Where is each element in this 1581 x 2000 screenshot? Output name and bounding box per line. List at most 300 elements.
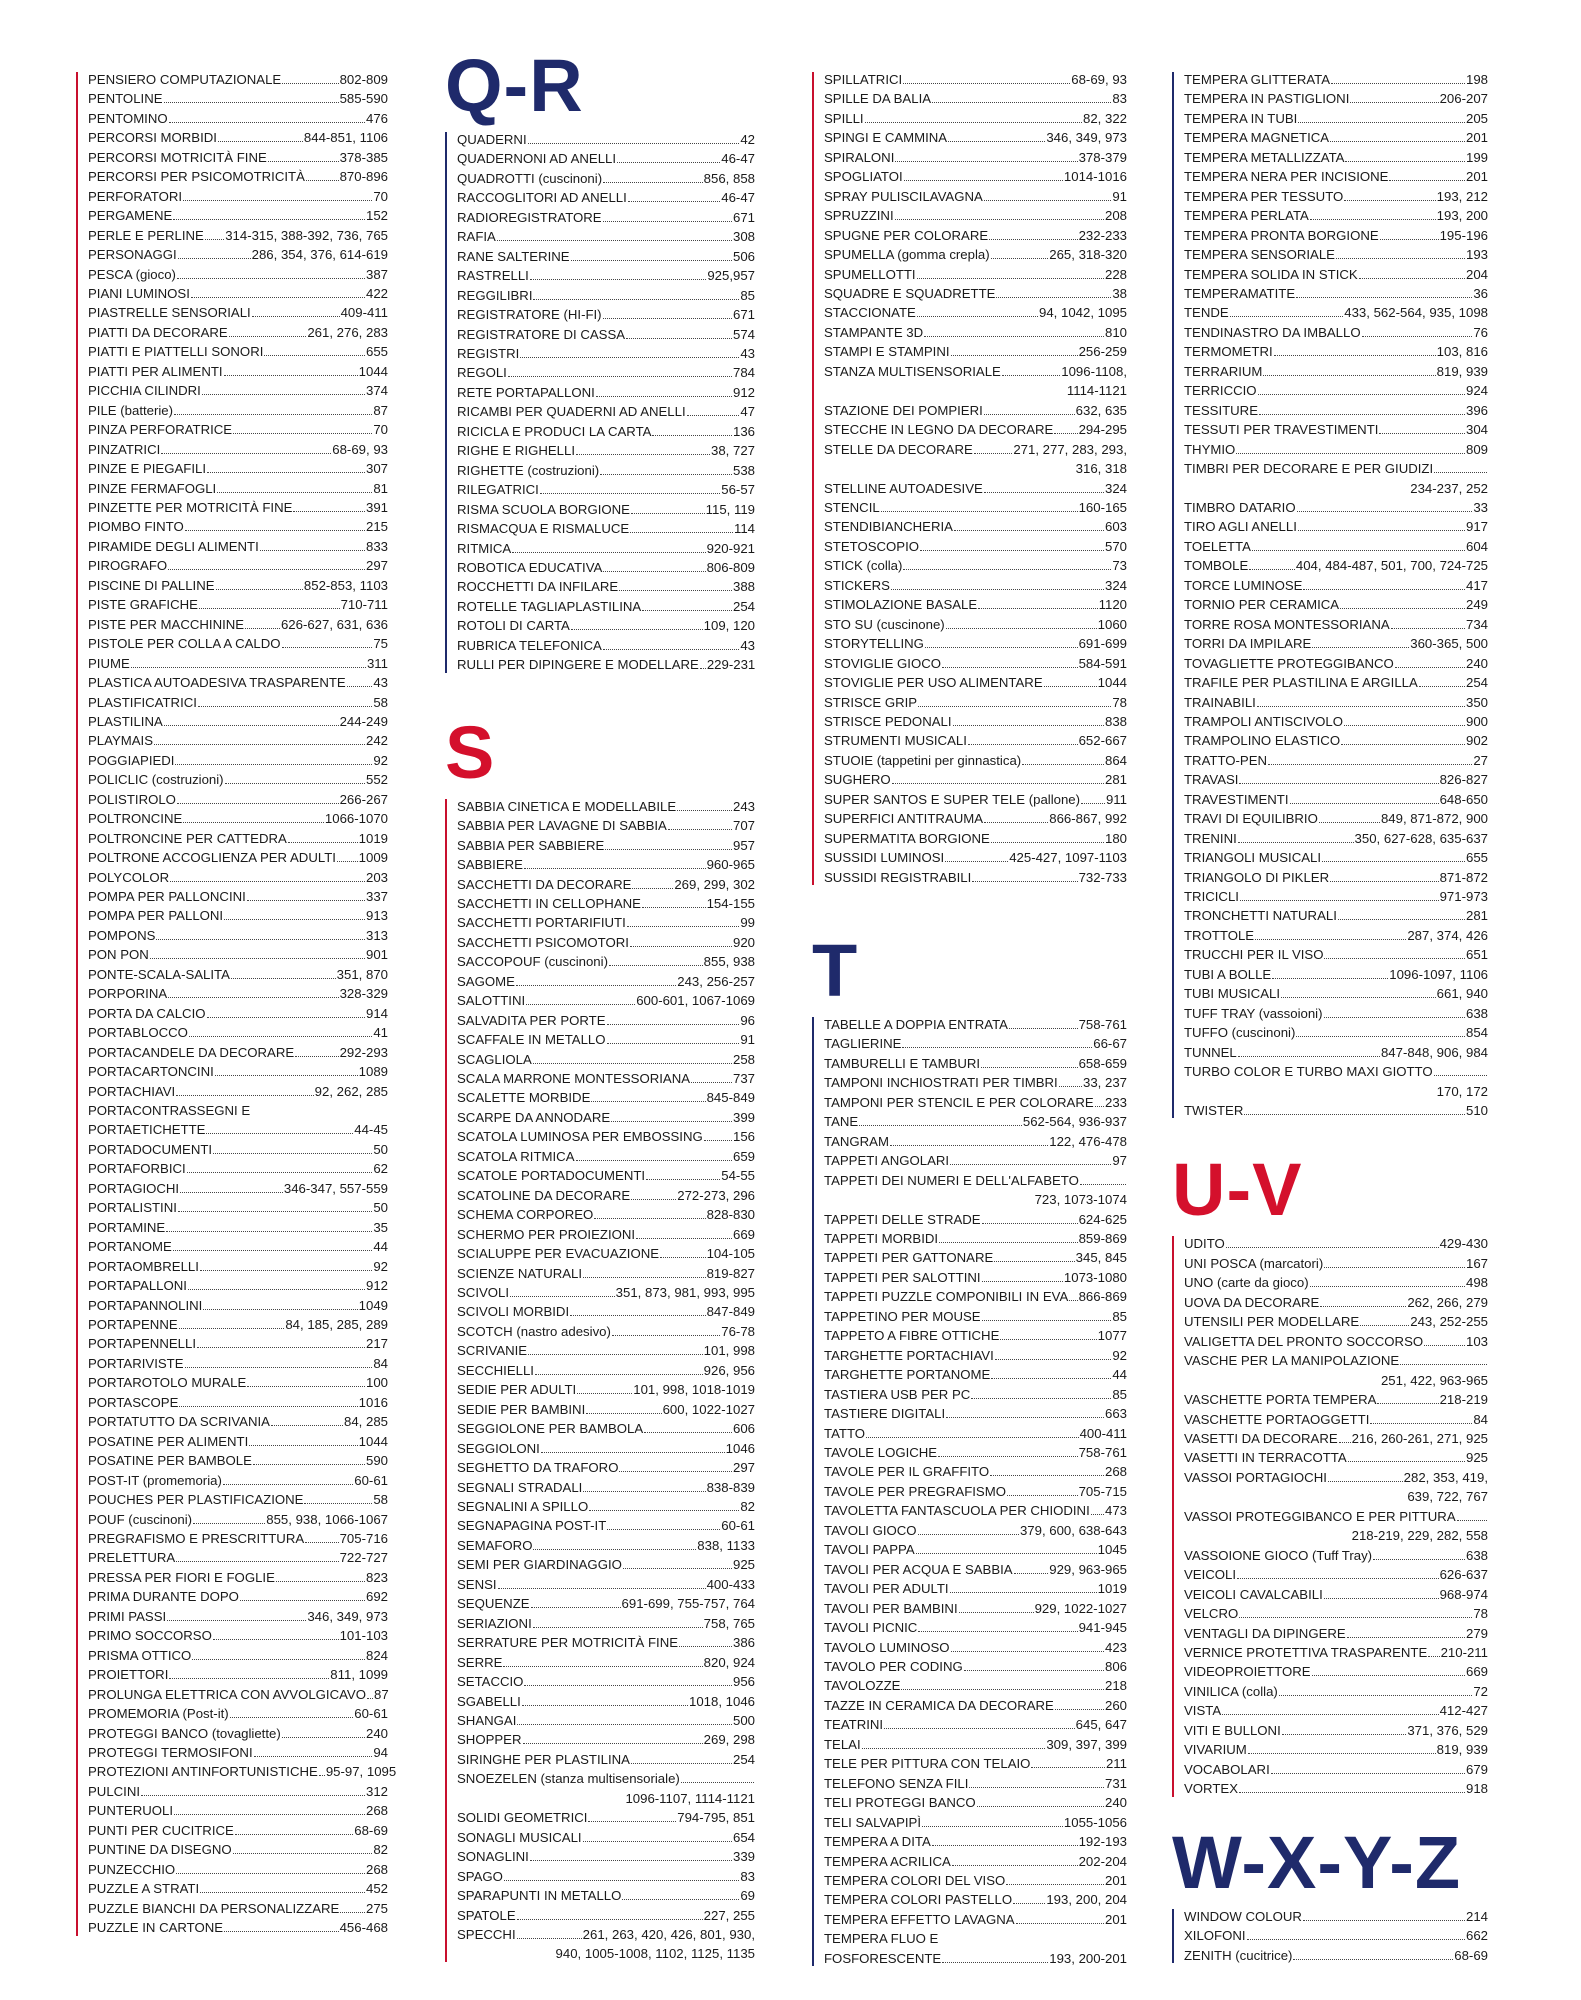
entry-pages: 652-667 bbox=[1078, 733, 1127, 749]
index-entry bbox=[1184, 1273, 1488, 1292]
entry-pages: 584-591 bbox=[1078, 655, 1127, 671]
entry-term: PORTAFORBICI bbox=[88, 1161, 186, 1177]
dot-leader bbox=[175, 763, 372, 765]
entry-term: VELCRO bbox=[1184, 1606, 1239, 1622]
entry-pages-continued: 940, 1005-1008, 1102, 1125, 1135 bbox=[555, 1946, 755, 1962]
entry-pages: 423 bbox=[1104, 1639, 1127, 1655]
index-entry bbox=[824, 226, 1127, 245]
entry-pages: 115, 119 bbox=[705, 501, 755, 517]
dot-leader bbox=[1222, 1713, 1438, 1715]
index-entry bbox=[457, 1244, 755, 1263]
index-entry bbox=[824, 1229, 1127, 1248]
entry-term: TIMBRO DATARIO bbox=[1184, 499, 1296, 515]
entry-term: RADIOREGISTRATORE bbox=[457, 209, 602, 225]
index-entry bbox=[824, 1638, 1127, 1657]
entry-pages: 350, 627-628, 635-637 bbox=[1354, 830, 1488, 846]
entry-term: TAPPETI PUZZLE COMPONIBILI IN EVA bbox=[824, 1289, 1069, 1305]
entry-pages: 645, 647 bbox=[1075, 1717, 1127, 1733]
entry-term: TAVOLI PER ADULTI bbox=[824, 1581, 949, 1597]
index-entry bbox=[88, 187, 388, 206]
entry-pages: 388 bbox=[732, 579, 755, 595]
dot-leader bbox=[185, 1366, 373, 1368]
entry-pages: 626-627, 631, 636 bbox=[280, 616, 388, 632]
dot-leader bbox=[1022, 763, 1104, 765]
index-entry bbox=[824, 206, 1127, 225]
dot-leader bbox=[1322, 860, 1465, 862]
index-entry bbox=[457, 286, 755, 305]
entry-pages: 262, 266, 279 bbox=[1407, 1294, 1488, 1310]
entry-pages: 193, 212 bbox=[1436, 188, 1488, 204]
dot-leader bbox=[952, 1864, 1078, 1866]
entry-term: PORTA DA CALCIO bbox=[88, 1005, 206, 1021]
index-entry bbox=[457, 636, 755, 655]
index-entry bbox=[824, 1287, 1127, 1306]
dot-leader bbox=[622, 1898, 739, 1900]
index-entry bbox=[1184, 1721, 1488, 1740]
entry-pages: 46-47 bbox=[721, 190, 755, 206]
entry-term: TAPPETI PER SALOTTINI bbox=[824, 1269, 981, 1285]
dot-leader bbox=[169, 121, 365, 123]
entry-term: RISMA SCUOLA BORGIONE bbox=[457, 501, 630, 517]
index-entry bbox=[88, 634, 388, 653]
index-entry bbox=[88, 1354, 388, 1373]
entry-term: REGISTRATORE DI CASSA bbox=[457, 326, 626, 342]
entry-term: TAPPETI PER GATTONARE bbox=[824, 1250, 994, 1266]
entry-term: STENCIL bbox=[824, 499, 880, 515]
index-entry bbox=[824, 1404, 1127, 1423]
dot-leader bbox=[306, 179, 339, 181]
entry-term: TELE PER PITTURA CON TELAIO bbox=[824, 1756, 1031, 1772]
entry-term: TELAI bbox=[824, 1736, 861, 1752]
entry-term: SEGNAPAGINA POST-IT bbox=[457, 1518, 607, 1534]
index-entry bbox=[88, 1860, 388, 1879]
index-entry bbox=[1184, 265, 1488, 284]
entry-pages: 68-69, 93 bbox=[332, 441, 388, 457]
dot-leader bbox=[950, 1163, 1111, 1165]
index-entry bbox=[1184, 1293, 1488, 1312]
entry-term: TRICICLI bbox=[1184, 889, 1239, 905]
index-entry bbox=[457, 836, 755, 855]
entry-term: VASETTI DA DECORARE bbox=[1184, 1431, 1338, 1446]
entry-pages: 85 bbox=[740, 287, 755, 303]
entry-term: TELI PROTEGGI BANCO bbox=[824, 1795, 976, 1811]
entry-term: SEGGIOLONE PER BAMBOLA bbox=[457, 1421, 644, 1437]
index-entry bbox=[824, 1326, 1127, 1345]
entry-pages: 737 bbox=[732, 1071, 755, 1087]
entry-term: SCALA MARRONE MONTESSORIANA bbox=[457, 1071, 691, 1087]
index-entry bbox=[824, 1813, 1127, 1832]
entry-term: SQUADRE E SQUADRETTE bbox=[824, 285, 996, 301]
dot-leader bbox=[978, 607, 1097, 609]
dot-leader bbox=[1359, 277, 1465, 279]
entry-term: PORTALISTINI bbox=[88, 1200, 177, 1216]
dot-leader bbox=[982, 1222, 1078, 1224]
index-entry bbox=[1184, 1332, 1488, 1351]
dot-leader bbox=[185, 529, 365, 531]
entry-pages: 570 bbox=[1104, 538, 1127, 554]
index-entry bbox=[88, 984, 388, 1003]
dot-leader bbox=[1080, 1183, 1126, 1185]
dot-leader bbox=[1271, 1772, 1465, 1774]
entry-term: SERIAZIONI bbox=[457, 1615, 532, 1631]
dot-leader bbox=[340, 1911, 365, 1913]
index-entry bbox=[1184, 790, 1488, 809]
entry-term: STACCIONATE bbox=[824, 305, 916, 321]
index-entry bbox=[457, 855, 755, 874]
index-entry bbox=[457, 1594, 755, 1613]
index-entry bbox=[1184, 420, 1488, 439]
index-entry bbox=[457, 1322, 755, 1341]
index-entry bbox=[824, 89, 1127, 108]
entry-pages: 36 bbox=[1473, 285, 1488, 301]
index-entry bbox=[824, 634, 1127, 653]
index-entry bbox=[1184, 1565, 1488, 1584]
dot-leader bbox=[932, 101, 1111, 103]
index-entry bbox=[88, 1801, 388, 1820]
section-letter: U-V bbox=[1172, 1148, 1303, 1232]
dot-leader bbox=[218, 140, 303, 142]
dot-leader bbox=[164, 101, 339, 103]
index-entry bbox=[1184, 1604, 1488, 1623]
entry-term: QUADERNONI AD ANELLI bbox=[457, 151, 617, 167]
entry-pages-continued: 639, 722, 767 bbox=[1407, 1489, 1488, 1505]
entry-pages: 1055-1056 bbox=[1063, 1814, 1127, 1830]
index-entry bbox=[457, 1867, 755, 1886]
entry-term: PULCINI bbox=[88, 1783, 141, 1799]
entry-pages: 734 bbox=[1465, 616, 1488, 632]
index-entry bbox=[824, 1385, 1127, 1404]
dot-leader bbox=[953, 724, 1104, 726]
entry-term: POLTRONCINE bbox=[88, 811, 183, 827]
entry-term: PRIMI PASSI bbox=[88, 1608, 167, 1624]
index-entry bbox=[824, 537, 1127, 556]
dot-leader bbox=[207, 471, 365, 473]
index-entry bbox=[824, 1268, 1127, 1287]
index-entry bbox=[824, 1346, 1127, 1365]
dot-leader bbox=[583, 1840, 732, 1842]
index-entry bbox=[88, 1140, 388, 1159]
entry-term: PORTASCOPE bbox=[88, 1394, 179, 1410]
entry-pages: 313 bbox=[365, 927, 388, 943]
entry-term: PUZZLE IN CARTONE bbox=[88, 1920, 224, 1936]
entry-term: TOMBOLE bbox=[1184, 558, 1249, 574]
index-entry bbox=[824, 1443, 1127, 1462]
entry-pages: 307 bbox=[365, 461, 388, 477]
dot-leader bbox=[959, 1611, 1034, 1613]
entry-pages: 136 bbox=[732, 423, 755, 439]
entry-pages: 552 bbox=[365, 772, 388, 788]
entry-pages: 96 bbox=[740, 1012, 755, 1028]
entry-term: RETE PORTAPALLONI bbox=[457, 384, 595, 400]
index-entry bbox=[88, 1490, 388, 1509]
entry-term: SERRATURE PER MOTRICITÀ FINE bbox=[457, 1635, 679, 1651]
entry-term: POLICLIC (costruzioni) bbox=[88, 772, 224, 788]
entry-pages: 902 bbox=[1465, 733, 1488, 749]
entry-pages: 838, 1133 bbox=[697, 1537, 755, 1553]
entry-term: TEMPERA GLITTERATA bbox=[1184, 72, 1331, 87]
entry-term: PERCORSI MORBIDI bbox=[88, 130, 217, 146]
index-entry bbox=[88, 1023, 388, 1042]
entry-term: PERCORSI PER PSICOMOTRICITÀ bbox=[88, 169, 305, 185]
index-entry bbox=[457, 1264, 755, 1283]
entry-pages: 833 bbox=[365, 538, 388, 554]
dot-leader bbox=[609, 964, 703, 966]
entry-term: PENTOLINE bbox=[88, 91, 163, 107]
entry-term: TAMPONI INCHIOSTRATI PER TIMBRI bbox=[824, 1075, 1058, 1091]
entry-pages: 281 bbox=[1465, 908, 1488, 924]
entry-pages: 811, 1099 bbox=[330, 1667, 388, 1683]
entry-pages: 722-727 bbox=[339, 1550, 388, 1566]
entry-pages-continued: 251, 422, 963-965 bbox=[1380, 1372, 1488, 1388]
dot-leader bbox=[503, 1665, 702, 1667]
entry-term: PISTOLE PER COLLA A CALDO bbox=[88, 636, 281, 652]
index-entry bbox=[457, 1536, 755, 1555]
entry-term: SPUMELLOTTI bbox=[824, 266, 916, 282]
index-entry bbox=[457, 577, 755, 596]
entry-term: POMPA PER PALLONI bbox=[88, 908, 224, 924]
entry-term: TRONCHETTI NATURALI bbox=[1184, 908, 1337, 924]
dot-leader bbox=[168, 568, 365, 570]
dot-leader bbox=[631, 512, 705, 514]
index-entry bbox=[457, 519, 755, 538]
index-entry bbox=[457, 1341, 755, 1360]
index-entry bbox=[88, 128, 388, 147]
dot-leader bbox=[293, 510, 365, 512]
entry-pages: 68-69 bbox=[1454, 1947, 1488, 1963]
entry-term: POUCHES PER PLASTIFICAZIONE bbox=[88, 1492, 304, 1508]
entry-term: STO SU (cuscinone) bbox=[824, 616, 945, 632]
dot-leader bbox=[164, 724, 339, 726]
dot-leader bbox=[535, 1373, 703, 1375]
index-column-3 bbox=[812, 70, 1127, 1968]
dot-leader bbox=[881, 510, 1078, 512]
index-entry bbox=[1184, 673, 1488, 692]
entry-pages: 192-193 bbox=[1078, 1834, 1127, 1850]
index-entry bbox=[1184, 1312, 1488, 1331]
dot-leader bbox=[902, 1046, 1092, 1048]
entry-term: PORPORINA bbox=[88, 986, 168, 1002]
dot-leader bbox=[951, 1650, 1104, 1652]
index-entry bbox=[88, 1082, 388, 1101]
index-entry bbox=[824, 1093, 1127, 1112]
index-entry bbox=[88, 926, 388, 945]
dot-leader bbox=[199, 607, 340, 609]
index-entry bbox=[88, 1218, 388, 1237]
index-entry bbox=[88, 1412, 388, 1431]
entry-pages: 261, 276, 283 bbox=[307, 324, 388, 340]
dot-leader bbox=[161, 452, 331, 454]
entry-term: PRIMA DURANTE DOPO bbox=[88, 1589, 239, 1605]
dot-leader bbox=[1044, 685, 1097, 687]
entry-term: STAMPI E STAMPINI bbox=[824, 344, 950, 360]
index-entry bbox=[1184, 1740, 1488, 1759]
index-section bbox=[445, 130, 755, 675]
dot-leader bbox=[1339, 1441, 1351, 1443]
index-entry bbox=[824, 303, 1127, 322]
entry-pages: 260 bbox=[1104, 1697, 1127, 1713]
dot-leader bbox=[497, 239, 732, 241]
index-entry bbox=[1184, 1701, 1488, 1720]
index-entry bbox=[88, 887, 388, 906]
entry-pages: 456-468 bbox=[339, 1920, 388, 1936]
entry-pages: 47 bbox=[740, 404, 755, 420]
entry-term: PORTACONTRASSEGNI E bbox=[88, 1103, 251, 1119]
entry-pages: 50 bbox=[373, 1141, 388, 1157]
entry-pages: 56-57 bbox=[721, 482, 755, 498]
entry-pages: 233 bbox=[1104, 1094, 1127, 1110]
entry-term: PLASTIFICATRICI bbox=[88, 694, 197, 710]
entry-pages: 574 bbox=[732, 326, 755, 342]
dot-leader bbox=[1428, 1655, 1439, 1657]
entry-term: SPILLI bbox=[824, 110, 864, 126]
entry-pages: 42 bbox=[740, 132, 755, 147]
index-entry bbox=[1184, 576, 1488, 595]
entry-pages: 294-295 bbox=[1078, 422, 1127, 438]
entry-pages: 240 bbox=[1465, 655, 1488, 671]
dot-leader bbox=[169, 1677, 329, 1679]
entry-term: TARGHETTE PORTACHIAVI bbox=[824, 1347, 994, 1363]
index-entry bbox=[1184, 1585, 1488, 1604]
index-entry bbox=[824, 1560, 1127, 1579]
dot-leader bbox=[576, 1159, 732, 1161]
index-entry bbox=[88, 1918, 388, 1937]
dot-leader bbox=[1345, 160, 1465, 162]
entry-pages: 731 bbox=[1104, 1775, 1127, 1791]
entry-term: TAVOLE LOGICHE bbox=[824, 1445, 938, 1460]
entry-pages: 864 bbox=[1104, 752, 1127, 768]
entry-pages: 154-155 bbox=[706, 895, 755, 911]
index-entry bbox=[88, 1179, 388, 1198]
index-entry bbox=[457, 305, 755, 324]
dot-leader bbox=[224, 1930, 339, 1932]
dot-leader bbox=[918, 1533, 1019, 1535]
dot-leader bbox=[938, 1455, 1077, 1457]
dot-leader bbox=[1377, 1402, 1438, 1404]
entry-pages: 254 bbox=[732, 1751, 755, 1767]
dot-leader bbox=[1344, 199, 1435, 201]
entry-pages: 823 bbox=[365, 1569, 388, 1585]
index-entry bbox=[1184, 634, 1488, 653]
dot-leader bbox=[630, 945, 732, 947]
index-entry bbox=[824, 517, 1127, 536]
entry-term: TAVOLI PICNIC bbox=[824, 1620, 918, 1636]
dot-leader bbox=[1236, 452, 1465, 454]
entry-term: PROIETTORI bbox=[88, 1667, 169, 1683]
entry-term: POLYCOLOR bbox=[88, 869, 170, 885]
dot-leader bbox=[1014, 1572, 1049, 1574]
entry-term: VINILICA (colla) bbox=[1184, 1683, 1278, 1699]
entry-pages: 167 bbox=[1465, 1255, 1488, 1271]
entry-term: TRATTO-PEN bbox=[1184, 752, 1268, 768]
index-entry bbox=[88, 829, 388, 848]
index-entry bbox=[88, 1276, 388, 1295]
entry-pages: 232-233 bbox=[1078, 227, 1127, 243]
index-entry bbox=[1184, 1254, 1488, 1273]
dot-leader bbox=[168, 996, 338, 998]
entry-term: TAMPONI PER STENCIL E PER COLORARE bbox=[824, 1094, 1094, 1110]
entry-pages: 217 bbox=[365, 1336, 388, 1352]
dot-leader bbox=[213, 1638, 339, 1640]
dot-leader bbox=[862, 1747, 1046, 1749]
dot-leader bbox=[1016, 1922, 1104, 1924]
entry-pages: 1096-1108, bbox=[1061, 363, 1127, 379]
entry-term: TEMPERA COLORI DEL VISO bbox=[824, 1872, 1006, 1888]
entry-term: PIRAMIDE DEGLI ALIMENTI bbox=[88, 538, 259, 554]
index-entry bbox=[457, 1886, 755, 1905]
dot-leader bbox=[202, 393, 365, 395]
entry-pages: 387 bbox=[365, 266, 388, 282]
entry-term: SABBIA PER SABBIERE bbox=[457, 837, 605, 853]
entry-term: TEMPERA FLUO E bbox=[824, 1931, 939, 1947]
dot-leader bbox=[282, 646, 373, 648]
dot-leader bbox=[895, 160, 1077, 162]
entry-pages: 638 bbox=[1465, 1547, 1488, 1563]
entry-pages: 202-204 bbox=[1078, 1853, 1127, 1869]
index-entry bbox=[1184, 1062, 1488, 1081]
index-entry bbox=[824, 1424, 1127, 1443]
index-entry bbox=[824, 829, 1127, 848]
dot-leader bbox=[603, 570, 705, 572]
dot-leader bbox=[1296, 1035, 1465, 1037]
entry-pages: 838-839 bbox=[706, 1479, 755, 1495]
dot-leader bbox=[1002, 374, 1060, 376]
entry-term: PIANI LUMINOSI bbox=[88, 285, 190, 301]
dot-leader bbox=[964, 1669, 1104, 1671]
index-entry bbox=[88, 1451, 388, 1470]
dot-leader bbox=[1238, 841, 1354, 843]
dot-leader bbox=[498, 1587, 706, 1589]
dot-leader bbox=[206, 1132, 353, 1134]
entry-pages: 476 bbox=[365, 110, 388, 126]
index-entry bbox=[1184, 1760, 1488, 1779]
dot-leader bbox=[646, 1178, 720, 1180]
entry-term: PERSONAGGI bbox=[88, 247, 177, 263]
entry-pages: 201 bbox=[1104, 1872, 1127, 1888]
entry-pages: 256-259 bbox=[1078, 344, 1127, 360]
index-entry bbox=[457, 1497, 755, 1516]
dot-leader bbox=[131, 666, 366, 668]
entry-pages: 92 bbox=[373, 1258, 388, 1274]
entry-pages: 156 bbox=[732, 1129, 755, 1145]
dot-leader bbox=[192, 1658, 365, 1660]
entry-pages: 85 bbox=[1112, 1308, 1127, 1324]
index-entry bbox=[88, 809, 388, 828]
entry-term: PESCA (gioco) bbox=[88, 266, 176, 282]
dot-leader bbox=[180, 1191, 283, 1193]
dot-leader bbox=[1324, 957, 1465, 959]
entry-term: SIRINGHE PER PLASTILINA bbox=[457, 1751, 630, 1767]
index-entry bbox=[824, 1871, 1127, 1890]
dot-leader bbox=[600, 473, 732, 475]
dot-leader bbox=[903, 82, 1070, 84]
entry-pages: 242 bbox=[365, 733, 388, 749]
index-entry bbox=[1184, 1043, 1488, 1062]
dot-leader bbox=[1330, 140, 1465, 142]
dot-leader bbox=[504, 1879, 739, 1881]
entry-pages-continued: 723, 1073-1074 bbox=[1034, 1192, 1127, 1208]
entry-term: SPRUZZINI bbox=[824, 208, 894, 224]
index-entry bbox=[88, 1568, 388, 1587]
index-entry bbox=[824, 323, 1127, 342]
entry-term: TAPPETI MORBIDI bbox=[824, 1231, 939, 1247]
index-entry bbox=[1184, 1926, 1488, 1945]
dot-leader bbox=[630, 531, 733, 533]
dot-leader bbox=[984, 413, 1075, 415]
entry-term: TANE bbox=[824, 1114, 859, 1130]
entry-pages: 1044 bbox=[1097, 675, 1127, 691]
dot-leader bbox=[571, 259, 732, 261]
dot-leader bbox=[1419, 685, 1465, 687]
